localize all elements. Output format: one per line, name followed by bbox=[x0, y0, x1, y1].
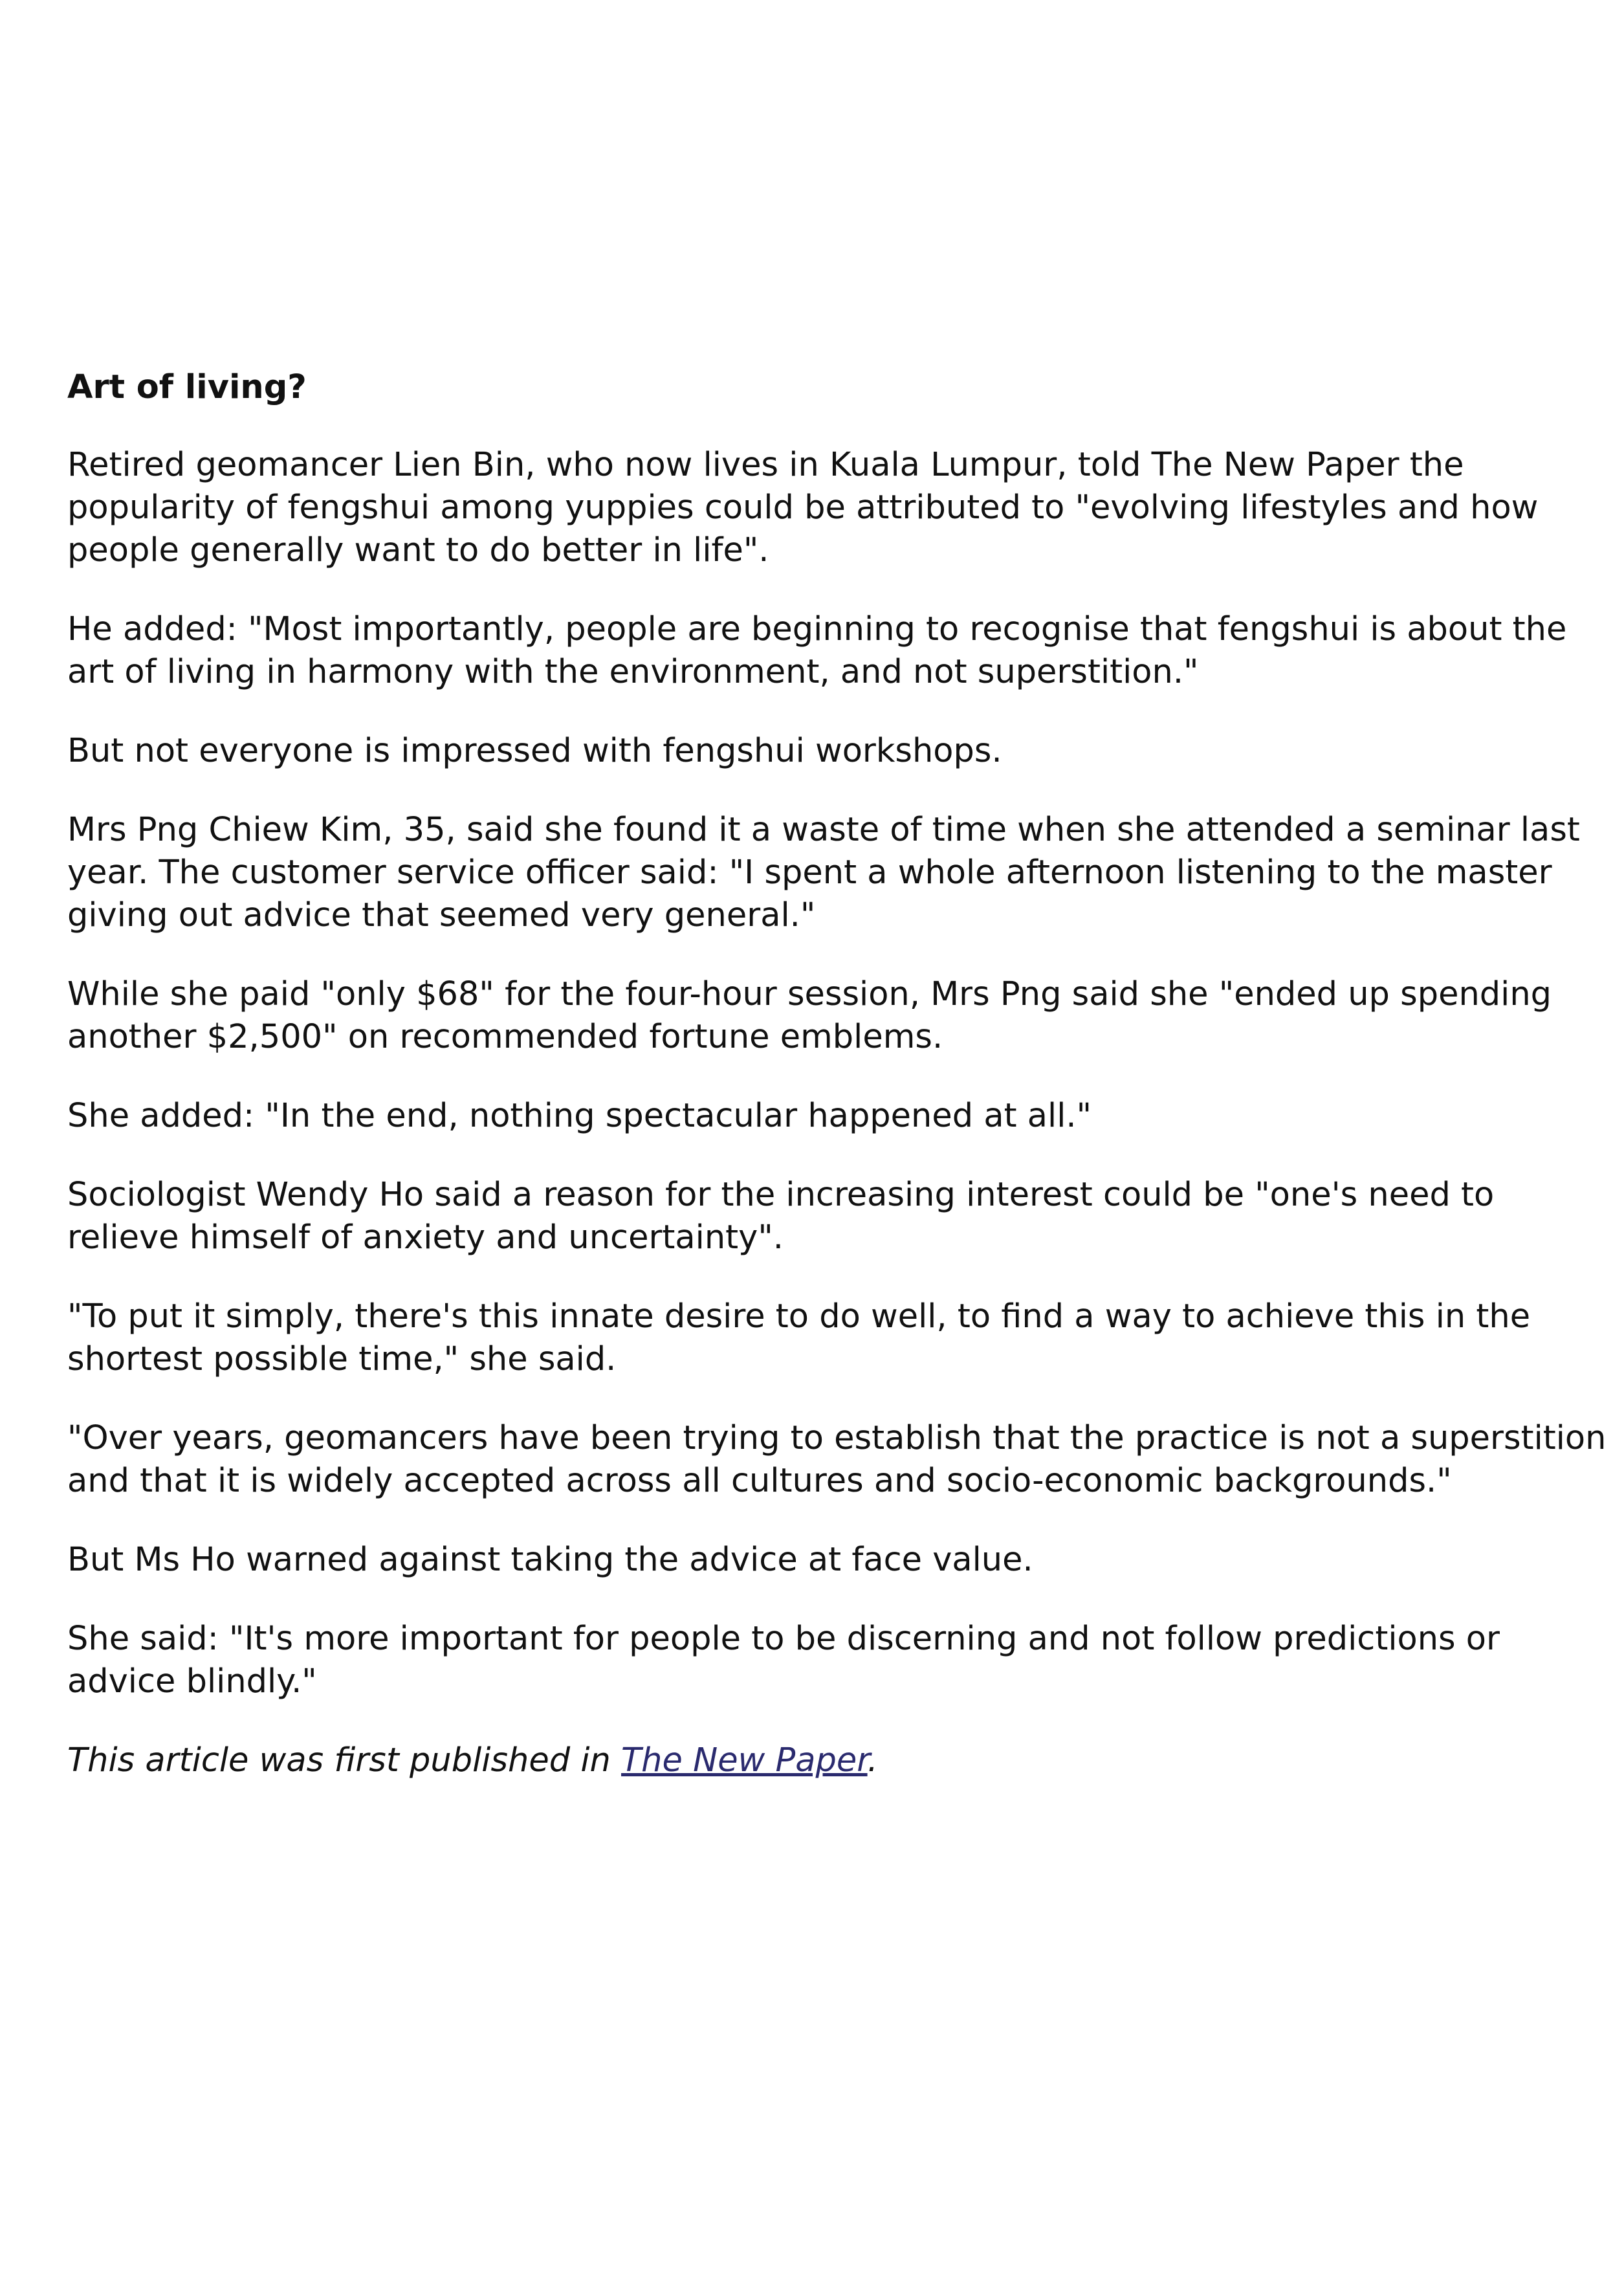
publication-credit bbox=[67, 1739, 1607, 1782]
paragraph: But not everyone is impressed with fengshui workshops. bbox=[67, 732, 1002, 770]
paragraph: "To put it simply, there's this innate desire to do well, to find a way to achieve this in the shortest possible time," she said. bbox=[67, 1297, 1531, 1378]
the-new-paper-link[interactable]: The New Paper bbox=[621, 1741, 868, 1780]
paragraph: She added: "In the end, nothing spectacular happened at all." bbox=[67, 1097, 1092, 1135]
paragraph: But Ms Ho warned against taking the advice at face value. bbox=[67, 1541, 1033, 1579]
paragraph: He added: "Most importantly, people are beginning to recognise that fengshui is about the art of living in harmony with the environment, and not superstition." bbox=[67, 610, 1567, 691]
paragraph: Retired geomancer Lien Bin, who now lives in Kuala Lumpur, told The New Paper the popularity of fengshui among yuppies could be attributed to "evolving lifestyles and how people generally want to do better in life". bbox=[67, 446, 1539, 569]
article-body bbox=[67, 366, 1607, 1782]
paragraph: While she paid "only $68" for the four-hour session, Mrs Png said she "ended up spending another $2,500" on recommended fortune emblems. bbox=[67, 975, 1552, 1056]
credit-suffix: . bbox=[867, 1741, 878, 1780]
paragraph: Sociologist Wendy Ho said a reason for the increasing interest could be "one's need to relieve himself of anxiety and uncertainty". bbox=[67, 1176, 1495, 1257]
paragraph: Mrs Png Chiew Kim, 35, said she found it a waste of time when she attended a seminar last year. The customer service officer said: "I spent a whole afternoon listening to the master giving out advice that seemed very general." bbox=[67, 811, 1580, 934]
credit-prefix: This article was first published in bbox=[67, 1741, 622, 1780]
article-heading: Art of living? bbox=[67, 368, 307, 406]
paragraph: She said: "It's more important for people to be discerning and not follow predictions or advice blindly." bbox=[67, 1620, 1500, 1701]
paragraph: "Over years, geomancers have been trying to establish that the practice is not a superstition and that it is widely accepted across all cultures and socio-economic backgrounds." bbox=[67, 1419, 1607, 1500]
